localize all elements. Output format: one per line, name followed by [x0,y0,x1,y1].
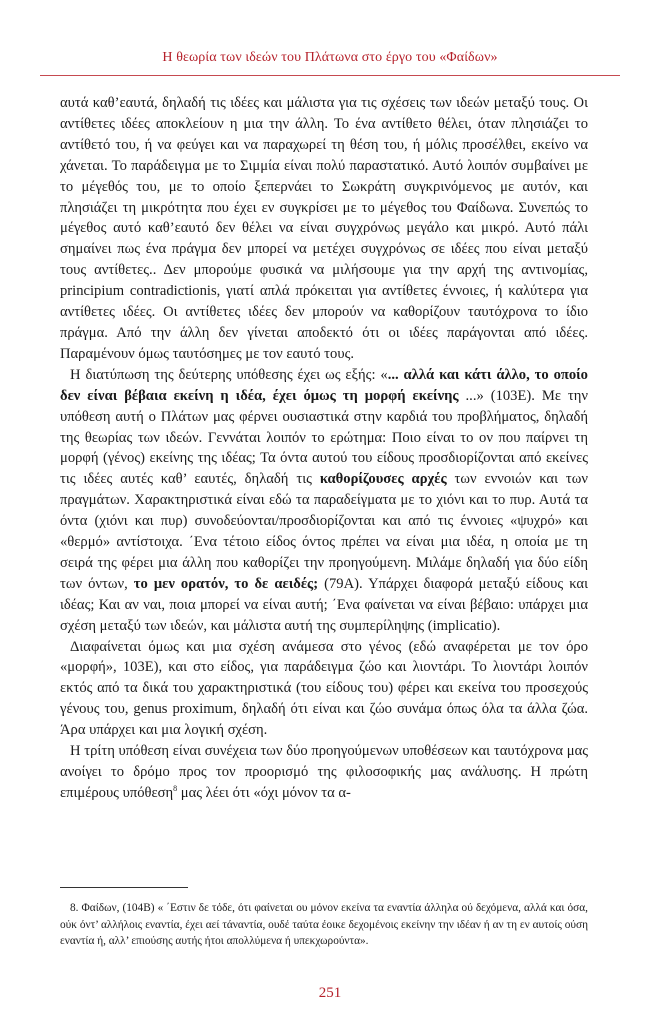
footnote-marker: 8 [173,784,178,794]
bold-quote: ... αλλά και κάτι άλλο, το οποίο δεν είναι βέβαια εκείνη η ιδέα, έχει όμως τη μορφή εκείνης [60,366,588,404]
bold-term: καθορίζουσες αρχές [319,471,447,488]
page-number: 251 [318,985,342,1001]
paragraph [60,365,588,637]
footnote [60,900,588,950]
text-run: των εννοιών και των πραγμάτων. Χαρακτηριστικά είναι εδώ τα παραδείγματα με το χιόνι και το πυρ. Αυτά τα όντα (χιόνι και πυρ) συνοδεύονται/προσδιορίζονται και από τις έννοιες «ψυχρό» και «θερμό» αντίστοιχα. ΄Ενα τέτοιο είδος όντος πρέπει να είναι μια ιδέα, η οποία με τη σειρά της φέρει μια άλλη που καθορίζει την προηγούμενη. Μιλάμε δηλαδή για δύο είδη των όντων, [60,471,588,592]
paragraph [60,741,588,804]
header-rule [40,75,620,76]
paragraph: Διαφαίνεται όμως και μια σχέση ανάμεσα στο γένος (εδώ αναφέρεται με τον όρο «μορφή», 103Ε), και στο είδος, για παράδειγμα ζώο και λιοντάρι. Το λιοντάρι λοιπόν εκτός από τα δικά του χαρακτηριστικά (του είδους του) φέρει και εκείνα του προσεχούς γένους του, genus proximum, δηλαδή ότι είναι και ζώο συνάμα όπως όλα τα άλλα ζώα. Άρα υπάρχει και μια λογική σχέση. [60,638,588,739]
text-run: ...» (103Ε). Με την υπόθεση αυτή ο Πλάτων μας φέρνει ουσιαστικά στην καρδιά του προβλήματος, δηλαδή της θεωρίας των ιδεών. Γεννάται λοιπόν το ερώτημα: Ποιο είναι το ον που παίρνει τη μορφή (γένος) εκείνης της ιδέας; Τα όντα αυτού του είδους προσδιορίζονται από εκείνες τις ιδέες αυτές καθ’ εαυτές, δηλαδή τις [60,387,588,488]
paragraph: αυτά καθ’εαυτά, δηλαδή τις ιδέες και μάλιστα για τις σχέσεις των ιδεών μεταξύ τους. Οι αντίθετες ιδέες αποκλείουν η μια την άλλη. Το ένα αντίθετο θέλει, όταν πλησιάζει το αντίθετό του, ή να φεύγει και να παραχωρεί τη θέση του, ή μόλις προσέλθει, εκείνο να χάνεται. Το παράδειγμα με το Σιμμία είναι πολύ παραστατικό. Αυτό λοιπόν συμβαίνει με το μέγεθός του, με το οποίο ξεπερνάει το Σωκράτη συγκρινόμενος με αυτόν, και πλησιάζει τη μικρότητα που έχει εν συγκρίσει με το μέγεθος του Φαίδωνα. Συνεπώς το μέγεθος αυτό καθ’εαυτό δεν θέλει να είναι συγχρόνως μεγάλο και μικρό. Αυτό πάλι σημαίνει πως ένα πράγμα δεν μπορεί να μετέχει συγχρόνως σε ιδέες που είναι μεταξύ τους αντίθετες.. Δεν μπορούμε φυσικά να μιλήσουμε για την αρχή της αντινομίας, principium contradictionis, γιατί απλά πρόκειται για αντίθετες έννοιες, ή καλύτερα για αντίθετες ιδέες. Οι αντίθετες ιδέες δεν μπορούν να καθορίζουν ταυτόχρονα το ίδιο πράγμα. Από την άλλη δεν γίνεται αποδεκτό ότι οι ιδέες παράγονται από ιδέες. Παραμένουν όμως ταυτόσημες με τον εαυτό τους. [60,95,588,362]
bold-term: το μεν ορατόν, το δε αειδές; [133,575,319,592]
text-run: μας λέει ότι «όχι μόνον τα α- [177,784,351,801]
text-run: Η διατύπωση της δεύτερης υπόθεσης έχει ως εξής: « [70,366,388,383]
footnote-rule [60,887,188,888]
running-header: Η θεωρία των ιδεών του Πλάτωνα στο έργο του «Φαίδων» [162,50,498,65]
footnote-text: 8. Φαίδων, (104Β) « ΄Εστιν δε τόδε, ότι φαίνεται ου μόνον εκείνα τα εναντία άλληλα ού δεχόμενα, αλλά και όσα, ούκ όντ’ αλλήλοις εναντία, έχει αεί τάναντία, ουδέ ταύτα έοικε δεχομένοις εκείνην την ιδέαν ή αν τη εν αυτοίς ούση εναντία ή, αλλ’ επιούσης αυτής ήτοι απολλύμενα ή υπεκχωρούντα». [60,902,588,948]
text-run: Η τρίτη υπόθεση είναι συνέχεια των δύο προηγούμενων υποθέσεων και ταυτόχρονα μας ανοίγει το δρόμο προς τον προορισμό της φιλοσοφικής μας ανάλυσης. Η πρώτη επιμέρους υπόθεση [60,743,588,801]
text-run: (79Α). Υπάρχει διαφορά μεταξύ είδους και ιδέας; Και αν ναι, ποια μπορεί να είναι αυτή; ΄Ενα φαίνεται να είναι βέβαιο: υπάρχει μια σχέση μεταξύ των ιδεών, και μάλιστα αυτή της συμπερίληψης (implicatio). [60,575,588,634]
main-text [60,93,588,804]
